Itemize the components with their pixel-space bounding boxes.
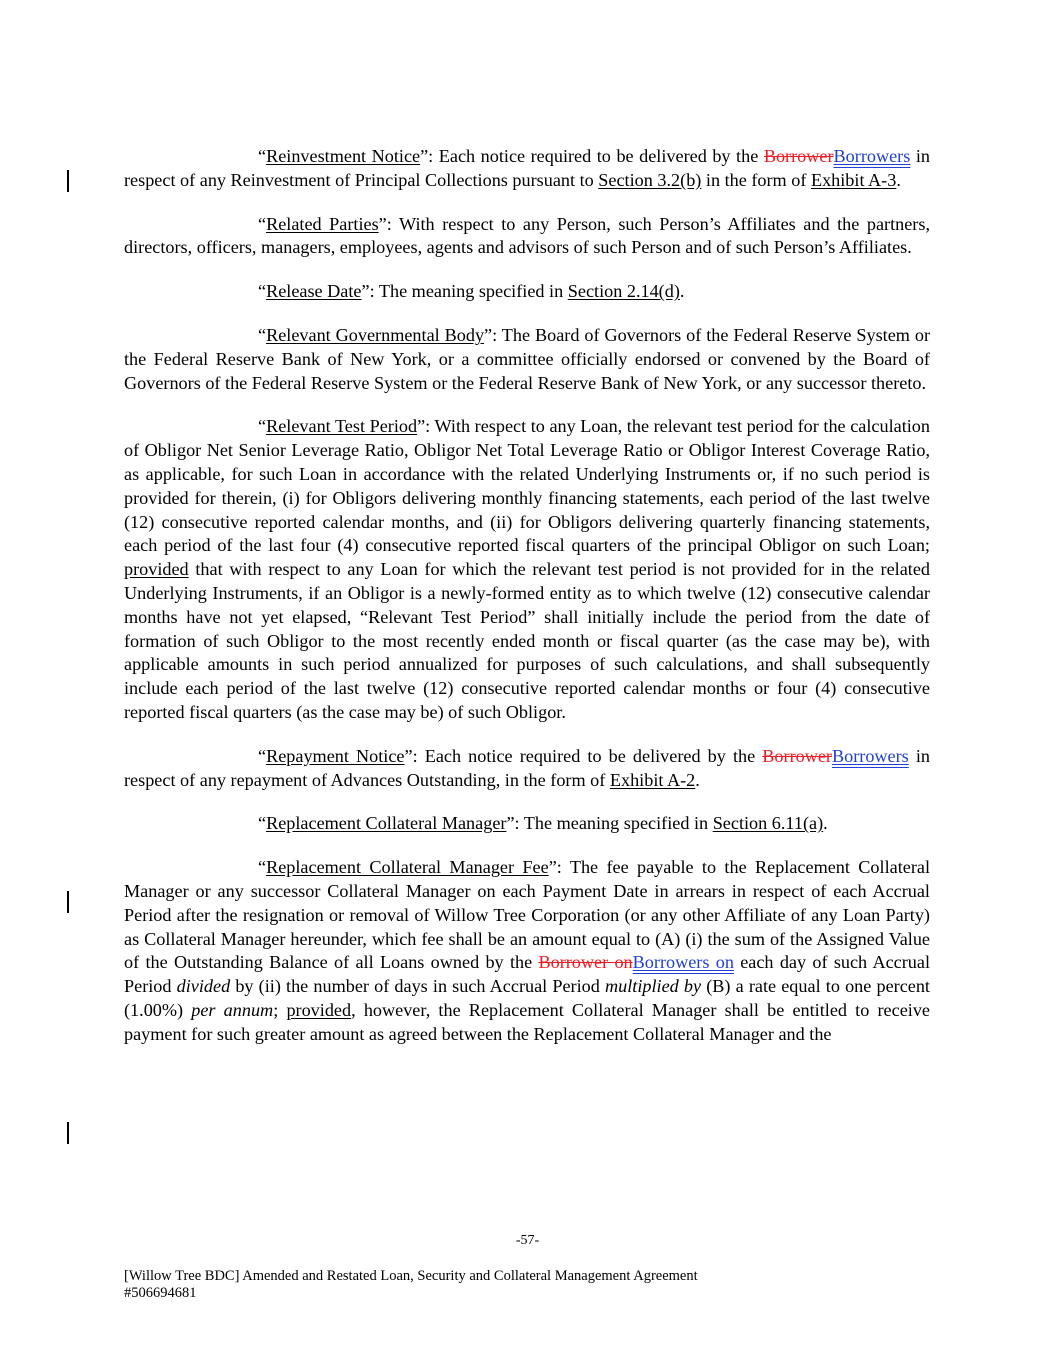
definition-relevant-governmental-body: “Relevant Governmental Body”: The Board of Governors of the Federal Reserve System or the Federal Reserve Bank of New York, or a committee officially endorsed or convened by the Board of Governors of the Federal Reserve System or the Federal Reserve Bank of New York, or any successor thereto. xyxy=(124,324,931,393)
footer-doc-id: #506694681 xyxy=(124,1285,197,1301)
section-reference: Section 3.2(b) xyxy=(598,169,702,190)
provided-term: provided xyxy=(124,559,189,580)
page-number: -57- xyxy=(515,1233,540,1248)
defined-term: Relevant Governmental Body xyxy=(266,324,485,345)
defined-term: Reinvestment Notice xyxy=(266,146,421,166)
defined-term: Replacement Collateral Manager xyxy=(266,813,507,834)
change-bar xyxy=(67,1122,69,1144)
definition-release-date: “Release Date”: The meaning specified in Section 2.14(d). xyxy=(258,281,685,302)
document-footer xyxy=(124,1268,698,1302)
change-bar xyxy=(67,170,69,192)
definition-reinvestment-notice: “Reinvestment Notice”: Each notice required to be delivered by the BorrowerBorrowers in respect of any Reinvestment of Principal Collections pursuant to Section 3.2(b) in the form of Exhibit A-3. xyxy=(124,146,930,190)
defined-term: Related Parties xyxy=(266,213,379,234)
defined-term: Release Date xyxy=(266,281,362,302)
section-reference: Section 2.14(d) xyxy=(567,281,680,302)
deleted-text: Borrower xyxy=(763,146,834,166)
provided-term: provided xyxy=(286,999,352,1020)
section-reference: Section 6.11(a) xyxy=(712,813,824,834)
definition-replacement-collateral-manager-fee: “Replacement Collateral Manager Fee”: The fee payable to the Replacement Collateral Manager or any successor Collateral Manager on each Payment Date in arrears in respect of each Accrual Period after the resignation or removal of Willow Tree Corporation (or any other Affiliate of any Loan Party) as Collateral Manager hereunder, which fee shall be an amount equal to (A) (i) the sum of the Assigned Value of the Outstanding Balance of all Loans owned by the Borrower onBorrowers on each day of such Accrual Period divided by (ii) the number of days in such Accrual Period multiplied by (B) a rate equal to one percent (1.00%) per annum; provided, however, the Replacement Collateral Manager shall be entitled to receive payment for such greater amount as agreed between the Replacement Collateral Manager and the xyxy=(124,857,930,1044)
defined-term: Repayment Notice xyxy=(266,745,405,766)
inserted-text: Borrowers on xyxy=(632,952,734,973)
definition-relevant-test-period: “Relevant Test Period”: With respect to any Loan, the relevant test period for the calculation of Obligor Net Senior Leverage Ratio, Obligor Net Total Leverage Ratio or Obligor Interest Coverage Ratio, as applicable, for such Loan in accordance with the related Underlying Instruments or, if no such period is provided for therein, (i) for Obligors delivering monthly financing statements, each period of the last twelve (12) consecutive reported calendar months, and (ii) for Obligors delivering quarterly financing statements, each period of the last four (4) consecutive reported fiscal quarters of the principal Obligor on such Loan; provided that with respect to any Loan for which the relevant test period is not provided for in the related Underlying Instruments, if an Obligor is a newly-formed entity as to which twelve (12) consecutive calendar months have not yet elapsed, “Relevant Test Period” shall initially include the period from the date of formation of such Obligor to the most recently ended month or fiscal quarter (as the case may be), with applicable amounts in such period annualized for purposes of such calculations, and shall subsequently include each period of the last twelve (12) consecutive reported calendar months or four (4) consecutive reported fiscal quarters (as the case may be) of such Obligor. xyxy=(124,416,930,722)
exhibit-reference: Exhibit A-2 xyxy=(609,769,696,790)
footer-title: [Willow Tree BDC] Amended and Restated Loan, Security and Collateral Management Agreement xyxy=(124,1268,698,1284)
deleted-text: Borrower on xyxy=(538,952,633,973)
inserted-text: Borrowers xyxy=(833,146,911,166)
deleted-text: Borrower xyxy=(762,745,832,766)
definition-repayment-notice: “Repayment Notice”: Each notice required to be delivered by the BorrowerBorrowers in respect of any repayment of Advances Outstanding, in the form of Exhibit A-2. xyxy=(124,745,931,790)
definition-related-parties: “Related Parties”: With respect to any Person, such Person’s Affiliates and the partners, directors, officers, managers, employees, agents and advisors of such Person and of such Person’s Affiliates. xyxy=(124,213,930,258)
change-bar xyxy=(67,891,69,913)
defined-term: Replacement Collateral Manager Fee xyxy=(266,857,549,878)
document-page xyxy=(124,145,930,1067)
inserted-text: Borrowers xyxy=(831,745,909,766)
defined-term: Relevant Test Period xyxy=(266,416,418,437)
exhibit-reference: Exhibit A-3 xyxy=(810,169,897,190)
definition-replacement-collateral-manager: “Replacement Collateral Manager”: The meaning specified in Section 6.11(a). xyxy=(258,813,828,834)
